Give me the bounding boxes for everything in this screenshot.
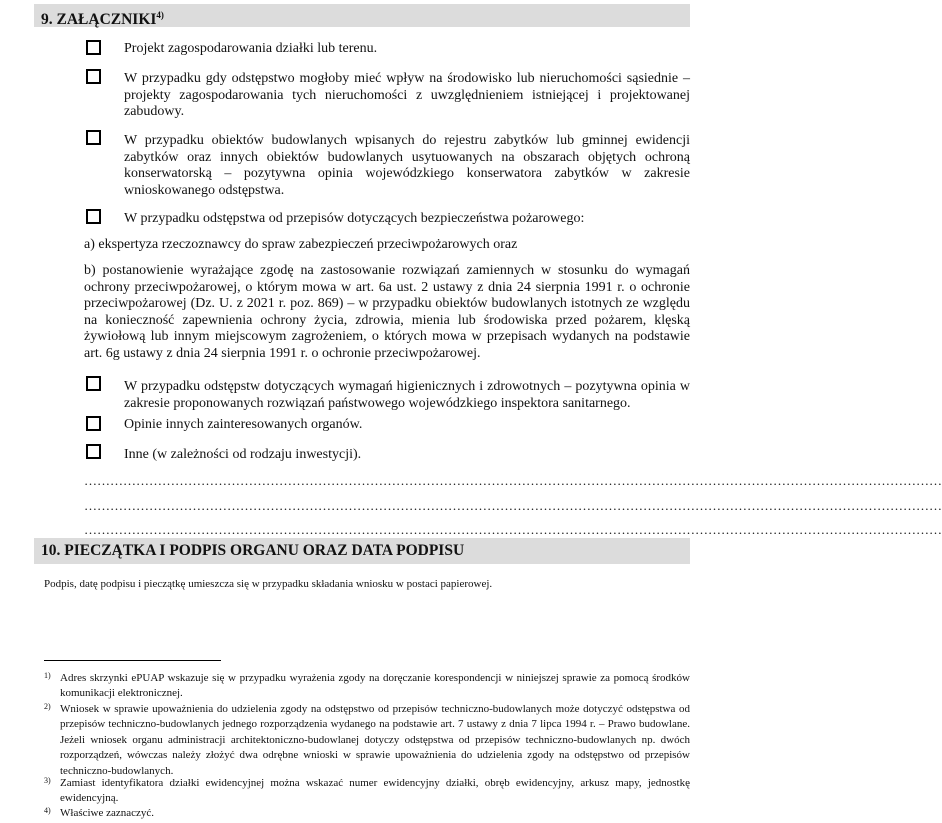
- footnote-4-text: Właściwe zaznaczyć.: [60, 807, 155, 819]
- footnote-3-text: Zamiast identyfikatora działki ewidencyjnej można wskazać numer ewidencyjny działki, obręb ewidencyjny, arkusz mapy, jednostkę ewidencyjną.: [60, 777, 690, 805]
- footnote-1-text: Adres skrzynki ePUAP wskazuje się w przypadku wyrażenia zgody na doręczanie korespondencji w niniejszej sprawie za pomocą środków komunikacji elektronicznej.: [60, 672, 690, 700]
- section-10-header: [34, 538, 690, 564]
- checkbox-other-authorities[interactable]: [86, 416, 101, 431]
- attachment-neighbouring-plans: W przypadku gdy odstępstwo mogłoby mieć wpływ na środowisko lub nieruchomości sąsiednie – projekty zagospodarowania tych nieruchomości z uwzględnieniem istniejącej i projektowanej zabudowy.: [124, 71, 690, 119]
- section-9-title: 9. ZAŁĄCZNIKI: [41, 11, 157, 29]
- footnote-2-number: 2): [44, 702, 51, 711]
- attachment-other: Inne (w zależności od rodzaju inwestycji).: [124, 447, 362, 462]
- checkbox-neighbouring-plans[interactable]: [86, 69, 101, 84]
- attachment-other-authorities: Opinie innych zainteresowanych organów.: [124, 417, 363, 432]
- attachment-sanitary-opinion: W przypadku odstępstw dotyczących wymagań higienicznych i zdrowotnych – pozytywna opinia w zakresie proponowanych rozwiązań państwowego wojewódzkiego inspektora sanitarnego.: [124, 379, 690, 411]
- footnote-divider: [44, 660, 221, 661]
- checkbox-project-plan[interactable]: [86, 40, 101, 55]
- footnote-1-number: 1): [44, 671, 51, 680]
- checkbox-sanitary-opinion[interactable]: [86, 376, 101, 391]
- section-9-header: [34, 4, 690, 27]
- fire-safety-sub-b: b) postanowienie wyrażające zgodę na zastosowanie rozwiązań zamiennych w stosunku do wymagań ochrony przeciwpożarowej, o którym mowa w art. 6a ust. 2 ustawy z dnia 24 sierpnia 1991 r. o ochronie przeciwpożarowej (Dz. U. z 2021 r. poz. 869) – w przypadku obiektów budowlanych istotnych ze względu na konieczność zapewnienia ochrony życia, zdrowia, mienia lub środowiska przed pożarem, klęską żywiołową lub innym miejscowym zagrożeniem, o których mowa w przepisach wydanych na podstawie art. 6g ustawy z dnia 24 sierpnia 1991 r. o ochronie przeciwpożarowej.: [84, 263, 690, 361]
- checkbox-monument-opinion[interactable]: [86, 130, 101, 145]
- attachment-monument-opinion: W przypadku obiektów budowlanych wpisanych do rejestru zabytków lub gminnej ewidencji zabytków oraz innych obiektów budowlanych usytuowanych na obszarach objętych ochroną konserwatorską – pozytywna opinia wojewódzkiego konserwatora zabytków w zakresie wnioskowanego odstępstwa.: [124, 133, 690, 198]
- checkbox-other[interactable]: [86, 444, 101, 459]
- section-10-title: 10. PIECZĄTKA I PODPIS ORGANU ORAZ DATA PODPISU: [41, 542, 465, 559]
- footnote-2-text: Wniosek w sprawie upoważnienia do udzielenia zgody na odstępstwo od przepisów techniczno-budowlanych może dotyczyć odstępstwa od przepisów techniczno-budowlanych jednego rozporządzenia wydanego na podstawie art. 7 ustawy z dnia 7 lipca 1994 r. – Prawo budowlane. Jeżeli wniosek organu administracji architektoniczno-budowlanej dotyczy odstępstwa od przepisów techniczno-budowlanych np. dwóch rozporządzeń, wówczas należy złożyć dwa odrębne wnioski w sprawie upoważnienia do udzielenia zgody na odstępstwo od przepisów techniczno-budowlanych.: [60, 703, 690, 777]
- footnote-4-number: 4): [44, 806, 51, 815]
- section-9-footnote-ref: 4): [156, 10, 164, 20]
- dotted-line-1[interactable]: ………………………………………………………………………………………………………………………………………………………………………………: [84, 473, 942, 488]
- dotted-line-2[interactable]: ………………………………………………………………………………………………………………………………………………………………………………: [84, 498, 942, 513]
- attachment-project-plan: Projekt zagospodarowania działki lub terenu.: [124, 41, 378, 56]
- attachment-fire-safety: W przypadku odstępstwa od przepisów dotyczących bezpieczeństwa pożarowego:: [124, 211, 585, 226]
- signature-note: Podpis, datę podpisu i pieczątkę umieszcza się w przypadku składania wniosku w postaci papierowej.: [44, 578, 493, 590]
- fire-safety-sub-a: a) ekspertyza rzeczoznawcy do spraw zabezpieczeń przeciwpożarowych oraz: [84, 237, 518, 252]
- footnote-3-number: 3): [44, 776, 51, 785]
- checkbox-fire-safety[interactable]: [86, 209, 101, 224]
- dotted-line-3[interactable]: ………………………………………………………………………………………………………………………………………………………………………………: [84, 522, 942, 537]
